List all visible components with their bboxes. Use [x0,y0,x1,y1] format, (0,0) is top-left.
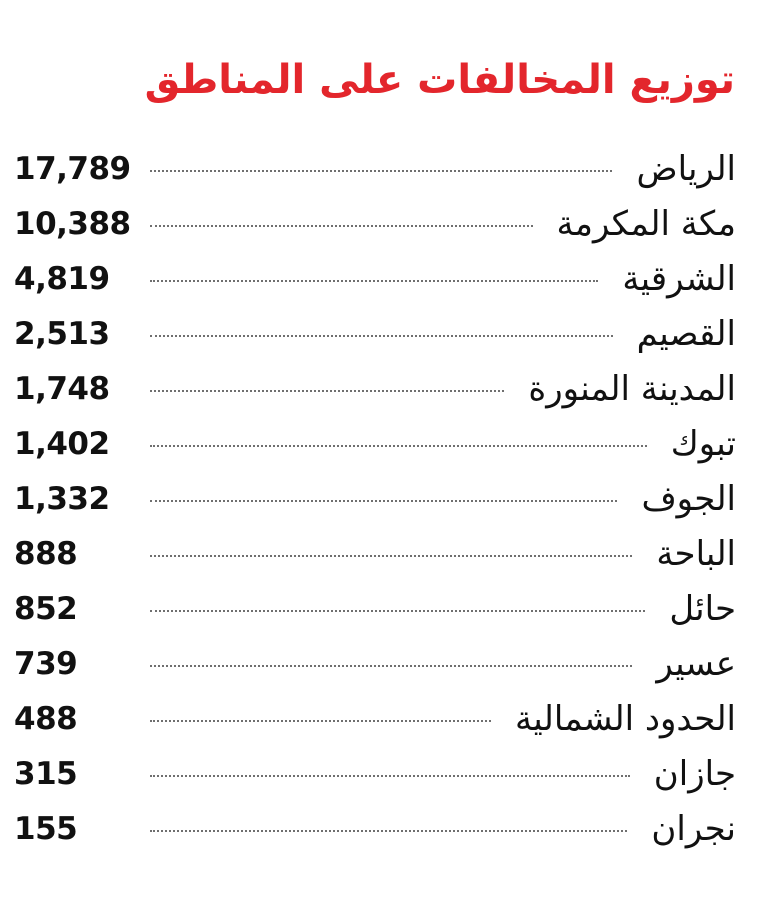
violation-count: 1,402 [14,426,110,462]
violation-count: 10,388 [14,206,131,242]
violation-count: 2,513 [14,316,110,352]
table-row [14,142,736,197]
table-row [14,362,736,417]
table-row [14,417,736,472]
violation-count: 1,332 [14,481,110,517]
dotted-leader [150,830,627,832]
dotted-leader [150,720,491,722]
region-label: مكة المكرمة [556,204,736,244]
dotted-leader [150,390,504,392]
region-label: حائل [669,589,736,629]
table-row [14,307,736,362]
region-label: الرياض [636,149,736,189]
table-row [14,527,736,582]
table-row [14,747,736,802]
dotted-leader [150,775,630,777]
violation-count: 1,748 [14,371,110,407]
region-label: تبوك [670,424,736,464]
region-label: القصيم [636,314,736,354]
dotted-leader [150,500,617,502]
dotted-leader [150,225,533,227]
violation-count: 888 [14,536,78,572]
violation-count: 315 [14,756,78,792]
violation-count: 852 [14,591,78,627]
region-label: عسير [656,644,736,684]
region-label: الشرقية [622,259,736,299]
table-row [14,582,736,637]
violation-count: 488 [14,701,78,737]
violation-count: 155 [14,811,78,847]
dotted-leader [150,445,647,447]
table-row [14,802,736,857]
dotted-leader [150,555,632,557]
region-label: الحدود الشمالية [515,699,736,739]
violation-count: 17,789 [14,151,131,187]
dotted-leader [150,665,632,667]
dotted-leader [150,170,612,172]
table-row [14,252,736,307]
region-label: جازان [653,754,736,794]
table-row [14,637,736,692]
dotted-leader [150,335,613,337]
region-label: الجوف [641,479,736,519]
chart-title: توزيع المخالفات على المناطق [144,57,735,103]
dotted-leader [150,610,645,612]
table-row [14,472,736,527]
regions-table [14,142,736,857]
region-label: نجران [651,809,736,849]
violation-count: 4,819 [14,261,110,297]
region-label: المدينة المنورة [528,369,736,409]
dotted-leader [150,280,598,282]
region-label: الباحة [656,534,736,574]
table-row [14,692,736,747]
violation-count: 739 [14,646,78,682]
table-row [14,197,736,252]
